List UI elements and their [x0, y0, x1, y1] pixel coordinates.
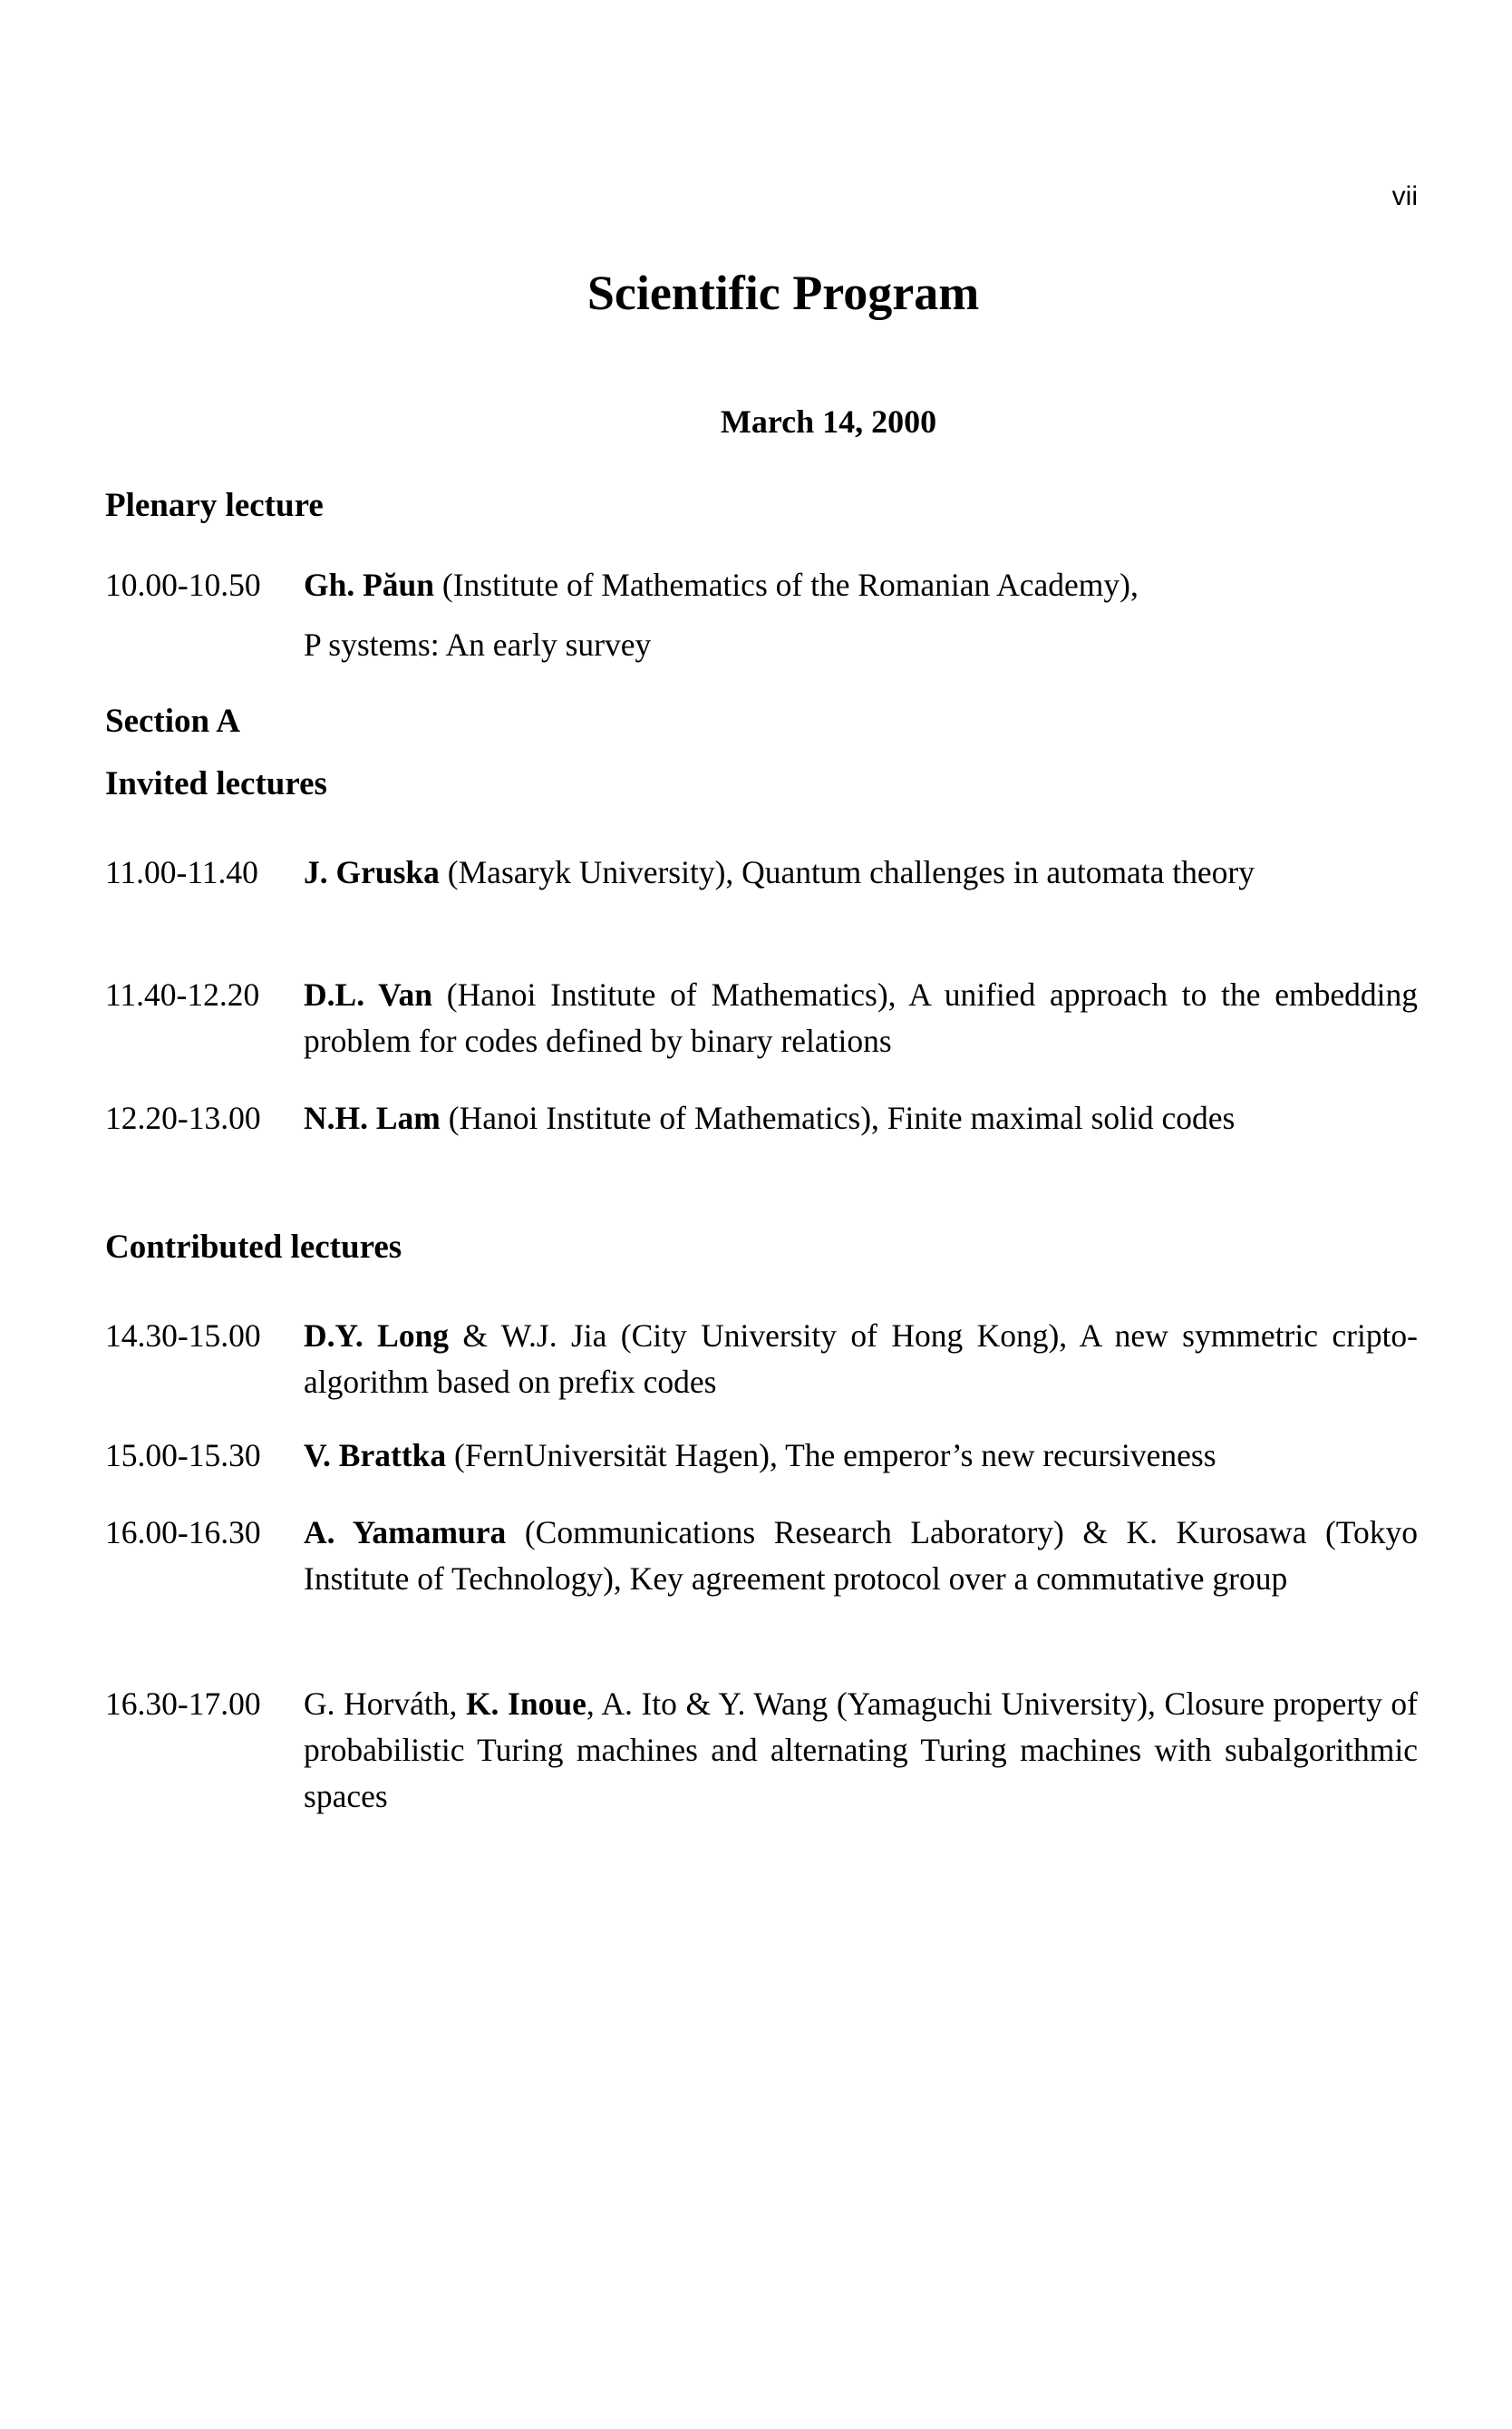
entry-title-line: P systems: An early survey [304, 627, 652, 663]
contributed-entry [105, 1313, 1418, 1405]
page-number: vii [1391, 181, 1418, 211]
entry-details: , A. Ito & Y. Wang (Yamaguchi University), Closure property of probabilistic Turing machines and alternating Turing machines with subalgorithmic spaces [304, 1686, 1419, 1814]
section-a-heading: Section A [105, 703, 241, 740]
entry-coauthors: G. Horváth, [304, 1686, 466, 1722]
invited-entry [105, 972, 1418, 1064]
entry-speaker: K. Inoue [465, 1686, 586, 1722]
contributed-entry [105, 1433, 1418, 1479]
entry-details: (Institute of Mathematics of the Romanian Academy), [434, 567, 1139, 603]
entry-details: (FernUniversität Hagen), The emperor’s new recursiveness [446, 1437, 1216, 1473]
plenary-entry [105, 562, 1418, 668]
entry-speaker: Gh. Păun [304, 567, 435, 603]
entry-time: 15.00-15.30 [105, 1437, 261, 1473]
page-title: Scientific Program [586, 266, 980, 320]
invited-entry [105, 1095, 1418, 1142]
entry-speaker: D.Y. Long [304, 1317, 450, 1354]
entry-time: 14.30-15.00 [105, 1317, 261, 1354]
entry-speaker: D.L. Van [304, 976, 433, 1013]
entry-speaker: A. Yamamura [304, 1514, 507, 1550]
entry-time: 12.20-13.00 [105, 1100, 261, 1136]
entry-time: 16.00-16.30 [105, 1514, 261, 1550]
entry-speaker: V. Brattka [304, 1437, 447, 1473]
entry-speaker: N.H. Lam [304, 1100, 441, 1136]
entry-details: (Masaryk University), Quantum challenges in automata theory [439, 854, 1255, 890]
entry-time: 11.40-12.20 [105, 976, 260, 1013]
entry-details: (Hanoi Institute of Mathematics), Finite maximal solid codes [440, 1100, 1236, 1136]
plenary-heading: Plenary lecture [105, 487, 324, 524]
entry-speaker: J. Gruska [304, 854, 440, 890]
entry-time: 16.30-17.00 [105, 1686, 261, 1722]
program-date: March 14, 2000 [720, 403, 937, 440]
entry-details: (Communications Research Laboratory) & K. Kurosawa (Tokyo Institute of Technology), Key agreement protocol over a commutative group [304, 1514, 1418, 1597]
entry-time: 11.00-11.40 [105, 854, 258, 890]
contributed-entry [105, 1681, 1418, 1820]
contributed-heading: Contributed lectures [105, 1229, 402, 1266]
invited-heading: Invited lectures [105, 765, 327, 802]
entry-details: (Hanoi Institute of Mathematics), A unified approach to the embedding problem for codes defined by binary relations [304, 976, 1418, 1059]
contributed-entry [105, 1510, 1418, 1602]
invited-entry [105, 850, 1418, 896]
entry-time: 10.00-10.50 [105, 567, 261, 603]
entry-details: & W.J. Jia (City University of Hong Kong), A new symmetric cripto-algorithm based on prefix codes [304, 1317, 1418, 1400]
